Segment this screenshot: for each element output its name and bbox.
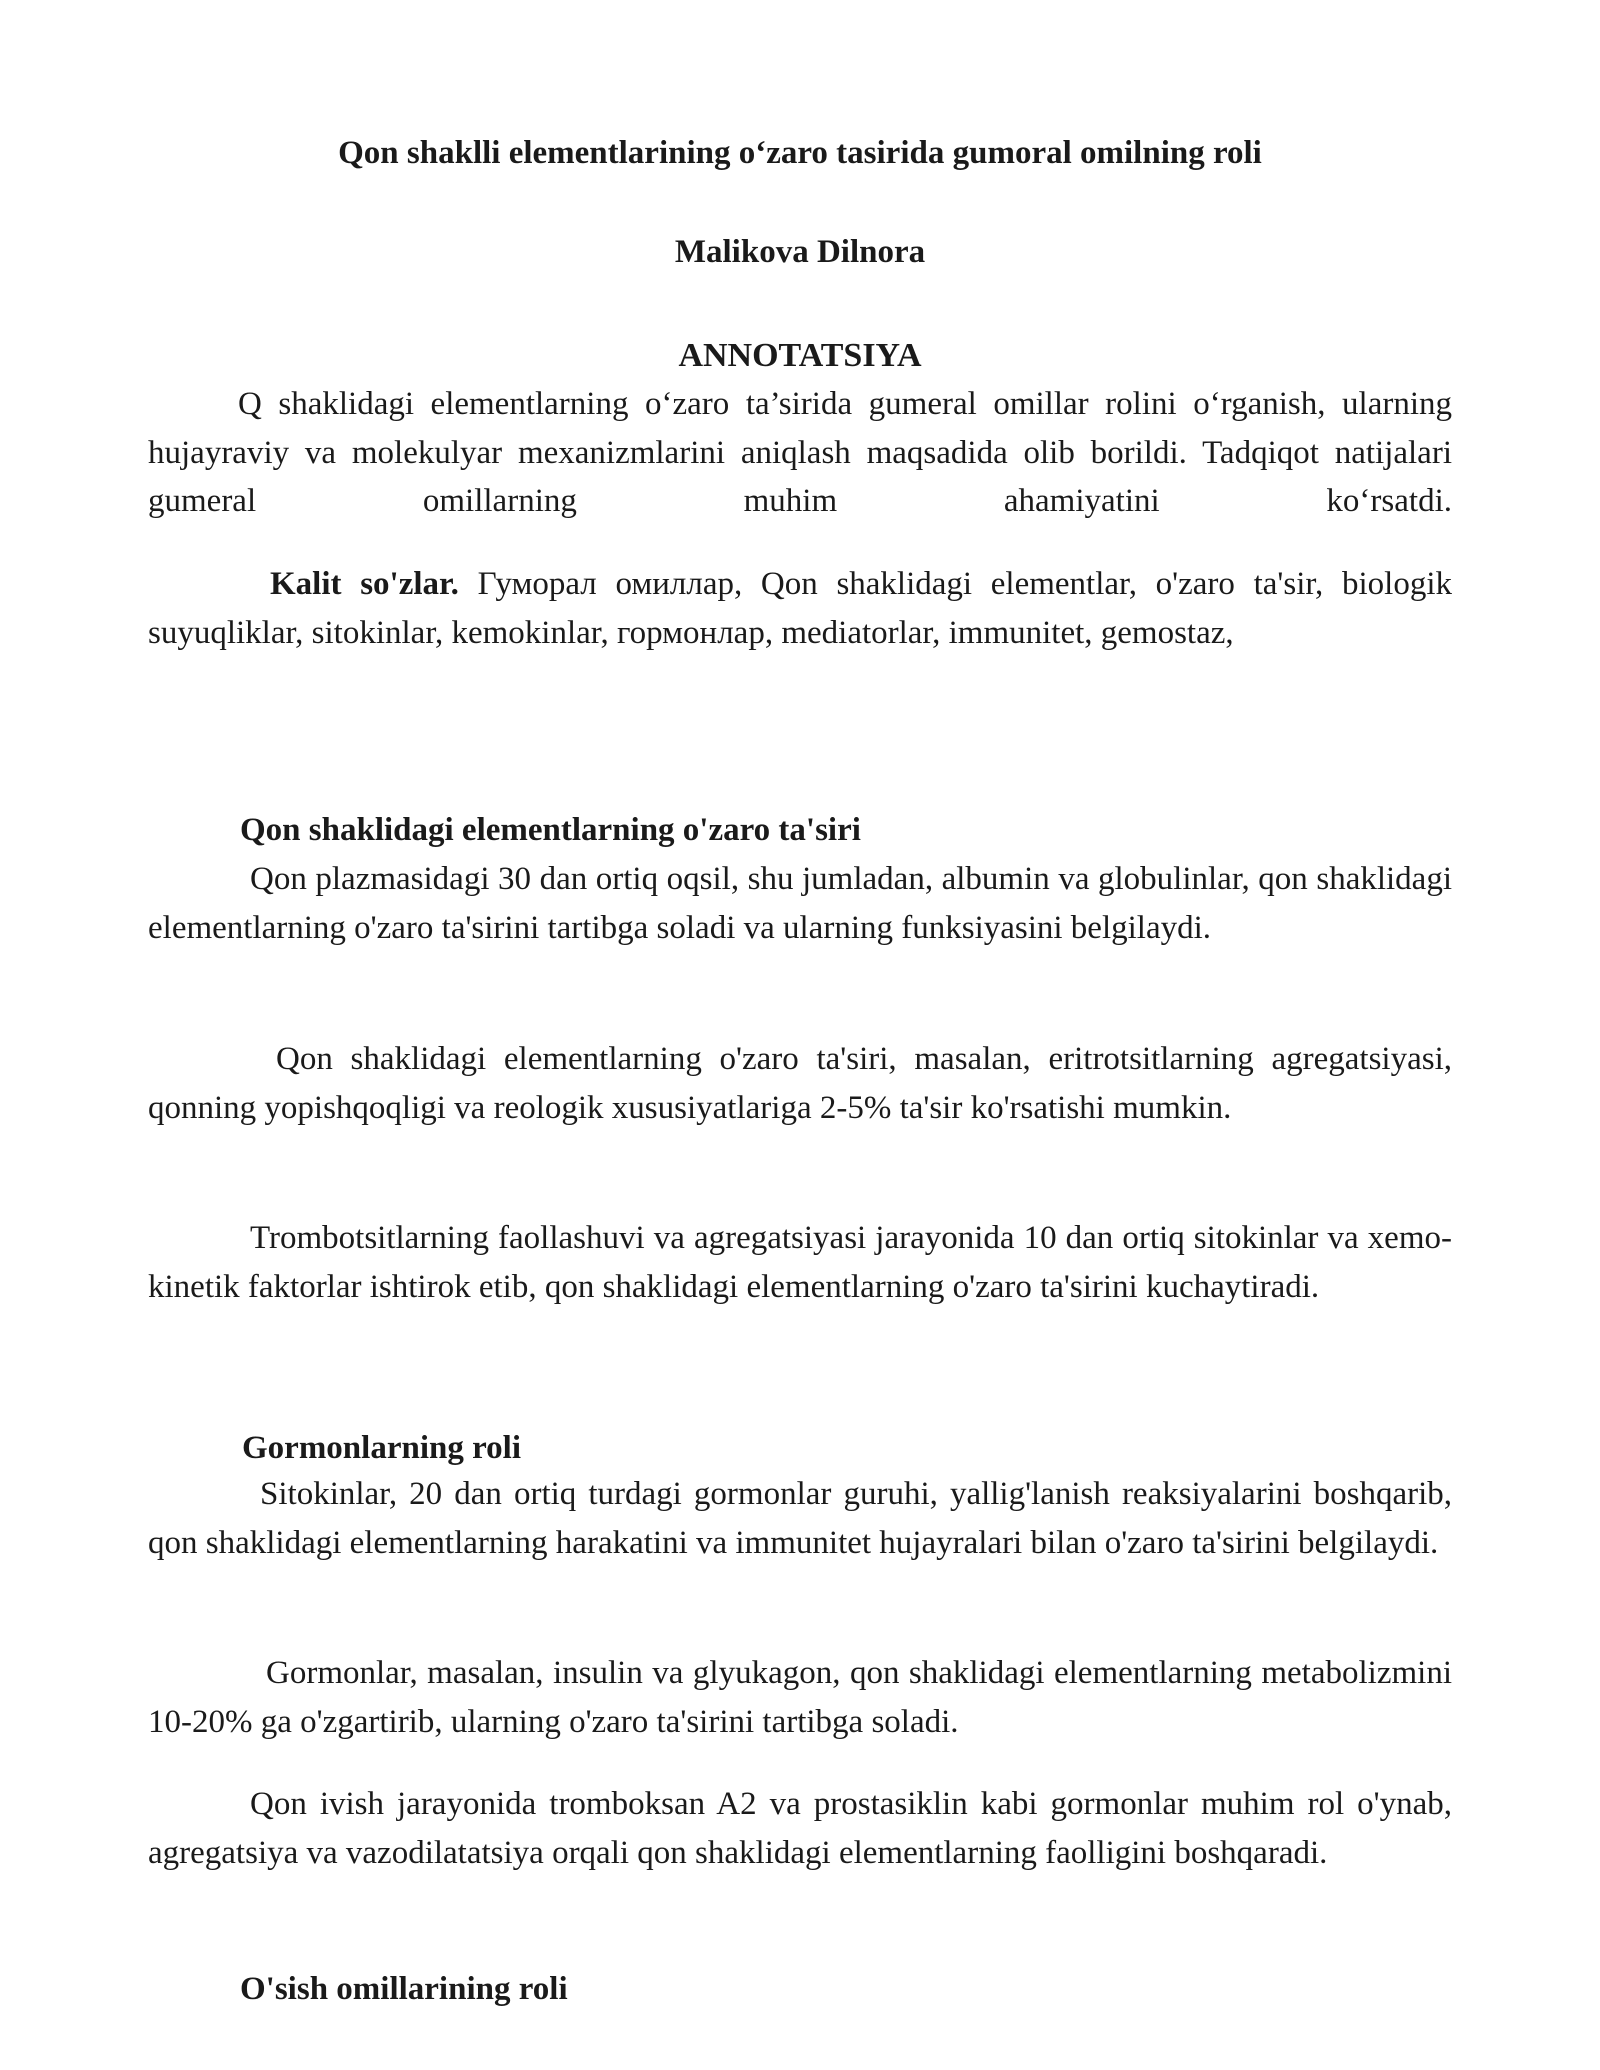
keywords-paragraph <box>148 560 1452 657</box>
section-paragraph: Gormonlar, masalan, insulin va glyukagon, qon shaklidagi elementlarning metabolizmini 10-20% ga o'zgartirib, ularning o'zaro ta'sirini tartibga soladi. <box>148 1655 1452 1740</box>
section-paragraph: Qon ivish jarayonida tromboksan A2 va prostasiklin kabi gormonlar muhim rol o'ynab, agregatsiya va vazodilatatsiya orqali qon shaklidagi elementlarning faolligini boshqaradi. <box>148 1786 1452 1871</box>
section-heading-hormones: Gormonlarning roli <box>242 1430 521 1466</box>
document-title: Qon shaklli elementlarining o‘zaro tasirida gumoral omilning roli <box>338 135 1262 171</box>
section-paragraph: Qon shaklidagi elementlarning o'zaro ta'siri, masalan, eritrotsitlarning agregatsiyasi, qonning yopishqoqligi va reologik xususiyatlariga 2-5% ta'sir ko'rsatishi mumkin. <box>148 1041 1452 1126</box>
annotation-paragraph: Q shaklidagi elementlarning o‘zaro ta’sirida gumeral omillar rolini o‘rganish, ularning hujayraviy va molekulyar mexanizmlarini aniqlash maqsadida olib borildi. Tadqiqot natijalari gumeral omillarning muhim ahamiyatini ko‘rsatdi. <box>148 386 1452 519</box>
section-paragraph: Trombotsitlarning faollashuvi va agregatsiyasi jarayonida 10 dan ortiq sitokinlar va xemo-kinetik faktorlar ishtirok etib, qon shaklidagi elementlarning o'zaro ta'sirini kuchaytiradi. <box>148 1220 1452 1305</box>
section-paragraph: Qon plazmasidagi 30 dan ortiq oqsil, shu jumladan, albumin va globulinlar, qon shaklidagi elementlarning o'zaro ta'sirini tartibga soladi va ularning funksiyasini belgilaydi. <box>148 861 1452 946</box>
section-heading-growth-factors: O'sish omillarining roli <box>240 1971 568 2007</box>
annotation-heading: ANNOTATSIYA <box>678 337 922 374</box>
document-page <box>148 0 1452 2070</box>
keywords-label: Kalit so'zlar. <box>270 566 459 602</box>
section-paragraph: Sitokinlar, 20 dan ortiq turdagi gormonlar guruhi, yallig'lanish reaksiyalarini boshqarib, qon shaklidagi elementlarning harakatini va immunitet hujayralari bilan o'zaro ta'sirini belgilaydi. <box>148 1476 1452 1561</box>
keywords-list: Гуморал омиллар, Qon shaklidagi elementlar, o'zaro ta'sir, biologik suyuqliklar, sitokinlar, kemokinlar, гормонлар, mediatorlar, immunitet, gemostaz, <box>148 566 1452 651</box>
section-heading-interaction: Qon shaklidagi elementlarning o'zaro ta'siri <box>240 812 861 848</box>
author-name: Malikova Dilnora <box>674 234 926 270</box>
